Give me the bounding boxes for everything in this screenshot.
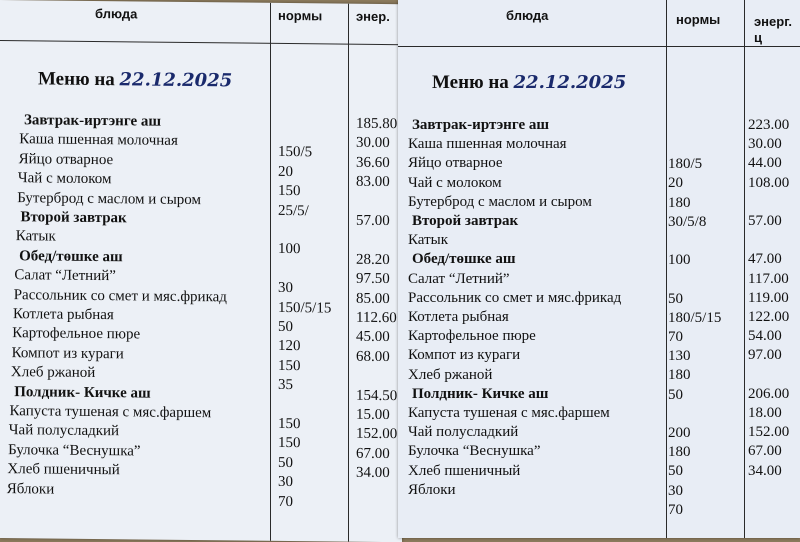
header-energy: энерг. ц	[754, 14, 792, 45]
norm-value: 100	[668, 252, 691, 269]
norm-value: 50	[668, 463, 683, 480]
norm-value: 30	[278, 474, 293, 491]
energy-value: 112.60	[356, 309, 397, 327]
energy-value: 67.00	[748, 443, 782, 460]
energy-value: 223.00	[748, 117, 790, 133]
dish-name: Бутерброд с маслом и сыром	[408, 193, 592, 210]
menu-sheet-right	[398, 0, 800, 538]
header-divider	[398, 46, 800, 47]
norm-value: 50	[668, 290, 683, 307]
dish-name: Картофельное пюре	[12, 325, 141, 343]
section-name: Обед/төшке аш	[19, 247, 123, 266]
header-dish: блюда	[95, 5, 138, 22]
energy-value: 97.50	[356, 270, 390, 288]
energy-value: 18.00	[748, 405, 782, 421]
dish-name: Булочка “Веснушка”	[408, 443, 541, 460]
energy-value: 67.00	[356, 445, 390, 462]
energy-value: 34.00	[748, 462, 782, 479]
norm-value: 30	[668, 482, 683, 499]
energy-value: 57.00	[748, 213, 782, 229]
header-norm: нормы	[676, 12, 721, 27]
norm-value: 150	[278, 415, 301, 433]
menu-date: 22.12.2025	[513, 72, 627, 93]
norm-value: 150/5/15	[278, 299, 332, 317]
section-name: Завтрак-иртэнге аш	[24, 112, 162, 130]
norm-value: 150	[278, 183, 301, 200]
header-energy: энер.	[356, 8, 390, 25]
dish-name: Картофельное пюре	[408, 328, 536, 345]
dish-name: Чай полусладкий	[408, 424, 519, 441]
dish-name: Хлеб ржаной	[10, 364, 96, 382]
dish-name: Чай полусладкий	[8, 422, 120, 440]
dish-name: Катык	[408, 232, 448, 249]
dish-name: Чай с молоком	[408, 174, 502, 191]
dish-name: Катык	[15, 228, 56, 245]
dish-name: Хлеб ржаной	[408, 366, 493, 383]
norm-value: 50	[278, 454, 293, 471]
dish-name: Яйцо отварное	[18, 150, 114, 168]
section-name: Полдник- Кичке аш	[412, 385, 549, 402]
section-name: Обед/төшке аш	[412, 251, 516, 268]
norm-value: 35	[278, 377, 293, 394]
energy-value: 152.00	[748, 424, 790, 441]
section-name: Полдник- Кичке аш	[14, 383, 151, 402]
norm-value: 30	[278, 280, 293, 297]
dish-name: Каша пшенная молочная	[19, 131, 178, 150]
norm-value: 180	[668, 444, 691, 461]
norm-value: 20	[278, 163, 293, 180]
norm-value: 180	[668, 194, 691, 211]
header-norm: нормы	[278, 7, 323, 24]
energy-value: 45.00	[356, 329, 390, 346]
energy-value: 54.00	[748, 328, 782, 345]
menu-title-prefix: Меню на	[432, 72, 514, 93]
dish-name: Булочка “Веснушка”	[8, 441, 141, 460]
norm-value: 120	[278, 338, 301, 355]
dish-name: Котлета рыбная	[13, 306, 114, 324]
dish-name: Яблоки	[6, 480, 55, 498]
norm-value: 150	[278, 357, 301, 374]
energy-value: 15.00	[356, 406, 390, 424]
norm-value: 20	[668, 175, 683, 192]
energy-value: 122.00	[748, 309, 790, 325]
energy-value: 206.00	[748, 385, 790, 402]
energy-value: 154.50	[356, 387, 398, 404]
norm-value: 130	[668, 348, 691, 365]
menu-title-prefix: Меню на	[38, 68, 120, 91]
dish-name: Котлета рыбная	[408, 309, 509, 325]
menu-title	[432, 72, 626, 94]
norm-value: 70	[668, 329, 683, 345]
dish-name: Рассольник со смет и мяс.фрикад	[13, 286, 227, 305]
dish-name: Бутерброд с маслом и сыром	[17, 189, 201, 208]
norm-value: 150	[278, 435, 301, 452]
energy-value: 44.00	[748, 155, 782, 172]
menu-date: 22.12.2025	[119, 69, 233, 92]
norm-value: 200	[668, 425, 691, 441]
dish-name: Салат “Летний”	[408, 270, 510, 287]
energy-value: 34.00	[356, 464, 390, 482]
energy-value: 119.00	[748, 289, 789, 306]
header-divider	[0, 40, 402, 45]
menu-item-row	[398, 481, 800, 518]
energy-value: 30.00	[356, 135, 390, 152]
energy-value: 152.00	[356, 426, 398, 443]
energy-value: 85.00	[356, 290, 390, 307]
norm-value: 50	[278, 318, 293, 336]
dish-name: Яблоки	[408, 481, 456, 498]
dish-name: Капуста тушеная с мяс.фаршем	[9, 403, 212, 422]
menu-section-row	[398, 117, 800, 137]
norm-value: 180/5/15	[668, 309, 722, 326]
energy-value: 68.00	[356, 348, 390, 365]
energy-value: 185.80	[356, 115, 398, 133]
dish-name: Рассольник со смет и мяс.фрикад	[408, 289, 622, 306]
section-name: Завтрак-иртэнге аш	[412, 117, 550, 133]
dish-name: Хлеб пшеничный	[7, 461, 120, 479]
norm-value: 30/5/8	[668, 213, 707, 230]
norm-value: 70	[278, 493, 293, 510]
energy-value: 97.00	[748, 347, 782, 364]
header-dish: блюда	[506, 8, 549, 23]
menu-title	[38, 68, 232, 92]
norm-value: 70	[668, 501, 683, 518]
dish-name: Салат “Летний”	[14, 267, 116, 285]
energy-value: 30.00	[748, 136, 782, 153]
menu-item-row	[0, 480, 402, 510]
dish-name: Капуста тушеная с мяс.фаршем	[408, 405, 610, 421]
norm-value: 25/5/	[278, 202, 309, 219]
energy-value: 57.00	[356, 212, 390, 230]
section-name: Второй завтрак	[20, 209, 127, 227]
norm-value: 180/5	[668, 156, 703, 173]
norm-value: 180	[668, 367, 691, 384]
menu-section-row	[398, 213, 800, 233]
energy-value: 36.60	[356, 154, 390, 171]
dish-name: Каша пшенная молочная	[408, 136, 567, 153]
dish-name: Компот из кураги	[408, 347, 521, 364]
energy-value: 117.00	[748, 270, 789, 287]
menu-section-row	[398, 386, 800, 406]
dish-name: Компот из кураги	[11, 344, 124, 363]
energy-value: 47.00	[748, 251, 782, 268]
dish-name: Хлеб пшеничный	[408, 462, 521, 479]
norm-value: 50	[668, 386, 683, 403]
energy-value: 28.20	[356, 251, 390, 268]
dish-name: Яйцо отварное	[408, 155, 503, 172]
menu-section-row	[398, 251, 800, 271]
energy-value: 83.00	[356, 173, 390, 191]
section-name: Второй завтрак	[412, 213, 519, 229]
norm-value: 150/5	[278, 144, 313, 161]
dish-name: Чай с молоком	[17, 170, 112, 188]
norm-value: 100	[278, 241, 301, 258]
energy-value: 108.00	[748, 174, 790, 191]
